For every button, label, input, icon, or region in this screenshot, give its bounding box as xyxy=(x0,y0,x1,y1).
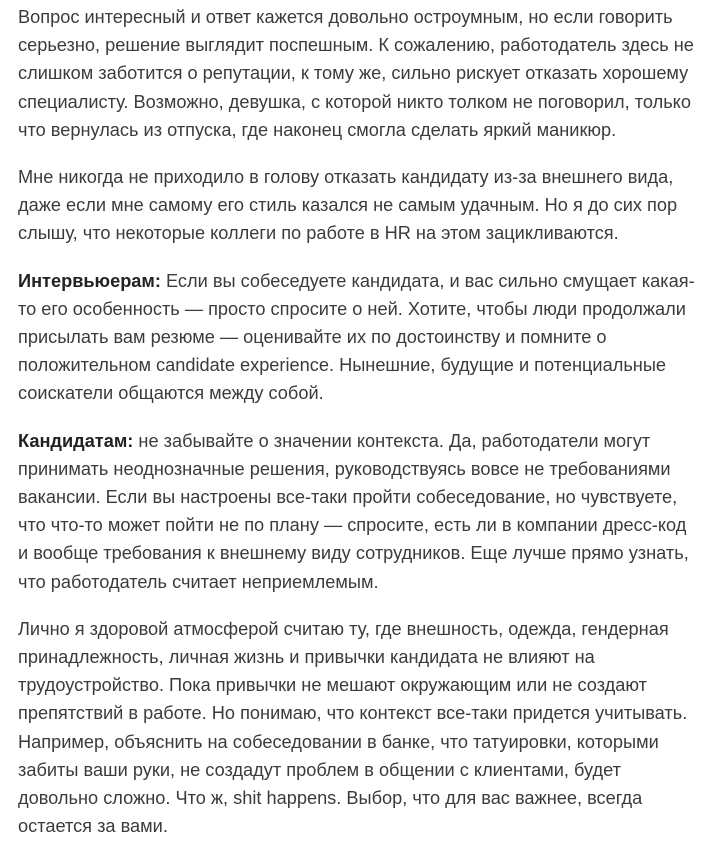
paragraph-text: Лично я здоровой атмосферой считаю ту, где внешность, одежда, гендерная принадлежность, личная жизнь и привычки кандидата не влияют на трудоустройство. Пока привычки не мешают окружающим или не создают препятствий в работе. Но понимаю, что контекст все-таки придется учитывать. Например, объяснить на собеседовании в банке, что татуировки, которыми забиты ваши руки, не создадут проблем в общении с клиентами, будет довольно сложно. Что ж, shit happens. Выбор, что для вас важнее, всегда остается за вами. xyxy=(18,618,688,837)
article-body xyxy=(18,3,698,859)
paragraph-text: Вопрос интересный и ответ кажется довольно остроумным, но если говорить серьезно, решение выглядит поспешным. К сожалению, работодатель здесь не слишком заботится о репутации, к тому же, сильно рискует отказать хорошему специалисту. Возможно, девушка, с которой никто толком не поговорил, только что вернулась из отпуска, где наконец смогла сделать яркий маникюр. xyxy=(18,7,694,140)
paragraph-lead: Кандидатам: xyxy=(18,430,134,451)
paragraph-appearance xyxy=(18,163,698,248)
paragraph-conclusion xyxy=(18,615,698,841)
paragraph-text: не забывайте о значении контекста. Да, работодатели могут принимать неоднозначные решения, руководствуясь вовсе не требованиями вакансии. Если вы настроены все-таки пройти собеседование, но чувствуете, что что-то может пойти не по плану — спросите, есть ли в компании дресс-код и вообще требования к внешнему виду сотрудников. Еще лучше прямо узнать, что работодатель считает неприемлемым. xyxy=(18,430,689,592)
paragraph-intro xyxy=(18,3,698,144)
paragraph-lead: Интервьюерам: xyxy=(18,270,161,291)
paragraph-text: Мне никогда не приходило в голову отказать кандидату из-за внешнего вида, даже если мне самому его стиль казался не самым удачным. Но я до сих пор слышу, что некоторые коллеги по работе в HR на этом зацикливаются. xyxy=(18,167,678,244)
paragraph-candidates xyxy=(18,427,698,596)
paragraph-text: Если вы собеседуете кандидата, и вас сильно смущает какая-то его особенность — просто спросите о ней. Хотите, чтобы люди продолжали присылать вам резюме — оценивайте их по достоинству и помните о положительном candidate experience. Нынешние, будущие и потенциальные соискатели общаются между собой. xyxy=(18,270,695,404)
paragraph-interviewers xyxy=(18,267,698,408)
